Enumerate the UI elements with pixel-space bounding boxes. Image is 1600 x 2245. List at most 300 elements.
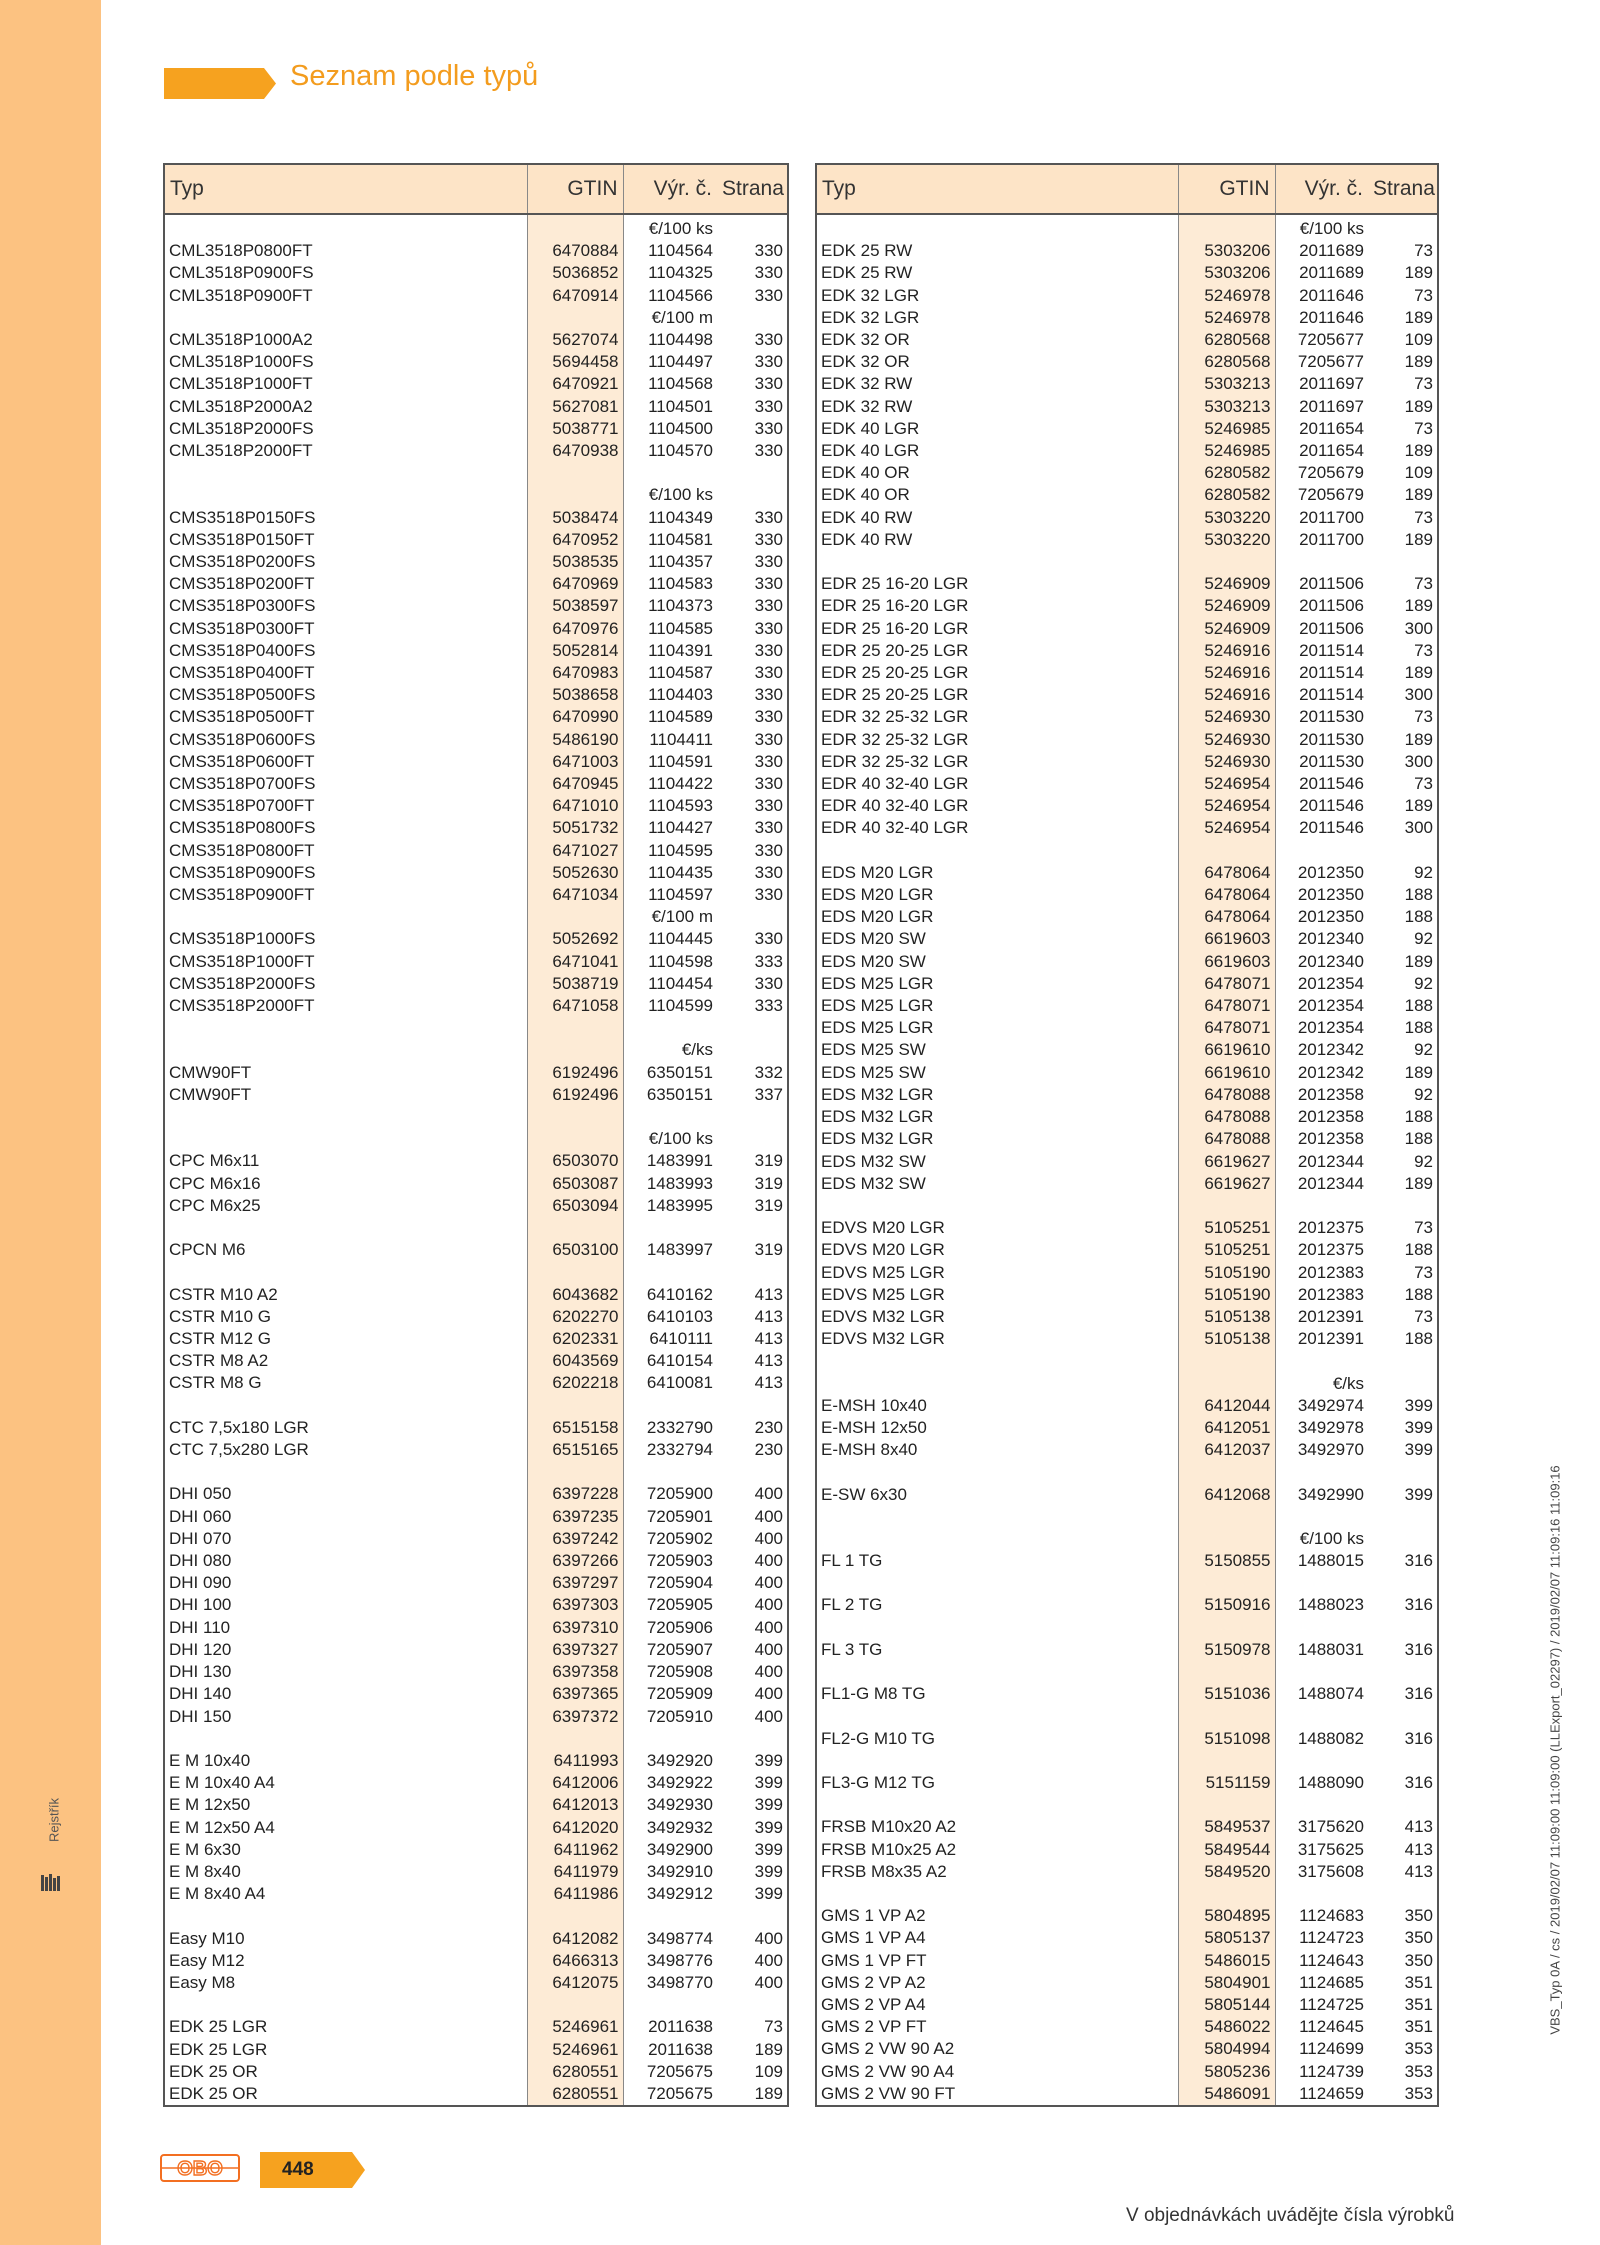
cell-vyr: 3175625: [1297, 1839, 1364, 1859]
cell-gtin: 6478088: [1178, 1128, 1275, 1150]
cell-vyr: [1275, 1195, 1368, 1217]
cell-vyr: 3492932: [646, 1817, 713, 1837]
cell-typ: [164, 1905, 527, 1927]
cell-typ: EDS M20 SW: [816, 928, 1178, 950]
cell-typ: CSTR M8 A2: [164, 1350, 527, 1372]
cell-gtin: 5486190: [527, 729, 623, 751]
cell-strana: 330: [754, 574, 783, 594]
cell-strana: 330: [754, 929, 783, 949]
table-row: [164, 1039, 788, 1061]
cell-strana: 319: [754, 1173, 783, 1193]
cell-vyr: 1104595: [648, 840, 713, 860]
cell-vyr: 2012350: [1297, 885, 1364, 905]
cell-vyr: [623, 1261, 717, 1283]
cell-typ: EDK 32 OR: [816, 351, 1178, 373]
cell-vyr: [623, 1728, 717, 1750]
cell-gtin: [527, 462, 623, 484]
cell-typ: CMW90FT: [164, 1062, 527, 1084]
cell-vyr: 1104435: [648, 862, 713, 882]
table-row: [164, 1483, 788, 1505]
cell-typ: CMS3518P0700FT: [164, 795, 527, 817]
table-row: [164, 662, 788, 684]
table-row: [816, 573, 1438, 595]
table-row: [816, 1484, 1438, 1506]
cell-typ: [164, 214, 527, 240]
cell-gtin: 5246916: [1178, 640, 1275, 662]
cell-vyr: 2012354: [1297, 1018, 1364, 1038]
cell-strana: [717, 906, 788, 928]
cell-strana: 189: [1404, 352, 1433, 372]
table-row: [164, 484, 788, 506]
cell-typ: [164, 1395, 527, 1417]
cell-vyr: 1104357: [648, 552, 713, 572]
cell-gtin: 6478088: [1178, 1106, 1275, 1128]
table-row: [816, 1572, 1438, 1594]
cell-vyr: 1124643: [1299, 1950, 1364, 1970]
cell-typ: CMS3518P0800FT: [164, 840, 527, 862]
cell-gtin: 5246930: [1178, 706, 1275, 728]
cell-gtin: 5151098: [1178, 1728, 1275, 1750]
cell-typ: EDK 32 RW: [816, 396, 1178, 418]
cell-strana: 189: [1404, 663, 1433, 683]
cell-typ: GMS 1 VP A4: [816, 1927, 1178, 1949]
table-row: [164, 1683, 788, 1705]
cell-strana: [717, 214, 788, 240]
cell-gtin: [1178, 1750, 1275, 1772]
cell-gtin: 6470914: [527, 285, 623, 307]
cell-vyr: [623, 1905, 717, 1927]
table-row: [816, 1373, 1438, 1395]
cell-strana: 188: [1404, 885, 1433, 905]
cell-typ: EDR 32 25-32 LGR: [816, 706, 1178, 728]
table-row: [816, 329, 1438, 351]
cell-vyr: €/100 ks: [1299, 1528, 1364, 1548]
cell-vyr: 1104597: [648, 885, 713, 905]
table-row: [816, 1062, 1438, 1084]
cell-gtin: 5246961: [527, 2016, 623, 2038]
cell-gtin: [527, 1395, 623, 1417]
cell-vyr: [1275, 1572, 1368, 1594]
cell-gtin: 6202218: [527, 1372, 623, 1394]
cell-gtin: 6280551: [527, 2083, 623, 2106]
table-row: [816, 1239, 1438, 1261]
cell-vyr: 6410103: [646, 1306, 713, 1326]
table-row: [816, 1395, 1438, 1417]
cell-strana: [1368, 1528, 1438, 1550]
table-row: [816, 640, 1438, 662]
table-row: [816, 2038, 1438, 2060]
cell-strana: 400: [754, 1662, 783, 1682]
cell-gtin: [527, 1106, 623, 1128]
cell-strana: 92: [1414, 929, 1433, 949]
table-row: [816, 396, 1438, 418]
table-header-row: [164, 164, 788, 214]
cell-strana: 189: [1404, 263, 1433, 283]
cell-gtin: [527, 1217, 623, 1239]
cell-gtin: 6619627: [1178, 1173, 1275, 1195]
cell-gtin: 5038771: [527, 418, 623, 440]
cell-gtin: 6397372: [527, 1706, 623, 1728]
cell-strana: 73: [1414, 1218, 1433, 1238]
cell-gtin: 5246978: [1178, 307, 1275, 329]
cell-typ: CMS3518P2000FS: [164, 973, 527, 995]
cell-vyr: 2011514: [1299, 663, 1364, 683]
table-row: [816, 684, 1438, 706]
cell-gtin: 6412075: [527, 1972, 623, 1994]
cell-typ: CMS3518P1000FS: [164, 928, 527, 950]
cell-vyr: 2011530: [1299, 751, 1364, 771]
table-row: [164, 1150, 788, 1172]
cell-typ: CML3518P0900FT: [164, 285, 527, 307]
cell-typ: GMS 2 VW 90 FT: [816, 2083, 1178, 2106]
cell-vyr: 2012375: [1297, 1240, 1364, 1260]
cell-gtin: 6470938: [527, 440, 623, 462]
cell-typ: EDS M32 LGR: [816, 1084, 1178, 1106]
cell-typ: GMS 1 VP FT: [816, 1950, 1178, 1972]
cell-gtin: 6515158: [527, 1417, 623, 1439]
cell-strana: 333: [754, 951, 783, 971]
table-row: [816, 795, 1438, 817]
cell-gtin: 6280582: [1178, 462, 1275, 484]
cell-typ: CPCN M6: [164, 1239, 527, 1261]
cell-gtin: 6397235: [527, 1506, 623, 1528]
cell-vyr: 1104599: [648, 996, 713, 1016]
table-row: [816, 1750, 1438, 1772]
cell-vyr: 7205909: [646, 1684, 713, 1704]
cell-strana: [1368, 1572, 1438, 1594]
cell-typ: EDR 40 32-40 LGR: [816, 773, 1178, 795]
cell-gtin: 5038658: [527, 684, 623, 706]
cell-gtin: 6478071: [1178, 1017, 1275, 1039]
cell-strana: 319: [754, 1240, 783, 1260]
col-header-typ: Typ: [164, 164, 527, 214]
cell-gtin: 5694458: [527, 351, 623, 373]
cell-strana: [717, 1994, 788, 2016]
table-row: [164, 1794, 788, 1816]
table-header-row: [816, 164, 1438, 214]
table-row: [816, 662, 1438, 684]
cell-typ: CMS3518P0900FT: [164, 884, 527, 906]
cell-strana: [717, 1217, 788, 1239]
cell-typ: EDK 32 RW: [816, 373, 1178, 395]
table-row: [816, 1084, 1438, 1106]
cell-typ: [816, 1705, 1178, 1727]
cell-gtin: 5246954: [1178, 795, 1275, 817]
table-row: [816, 595, 1438, 617]
cell-strana: 188: [1404, 1240, 1433, 1260]
cell-strana: 300: [1404, 618, 1433, 638]
cell-strana: 332: [754, 1062, 783, 1082]
table-row: [164, 507, 788, 529]
cell-typ: E M 12x50 A4: [164, 1817, 527, 1839]
cell-strana: 73: [1414, 707, 1433, 727]
cell-gtin: [527, 484, 623, 506]
cell-strana: 413: [754, 1373, 783, 1393]
cell-vyr: 2012383: [1297, 1284, 1364, 1304]
table-row: [816, 1039, 1438, 1061]
cell-strana: 330: [754, 973, 783, 993]
cell-vyr: 2332794: [646, 1440, 713, 1460]
cell-gtin: [1178, 1617, 1275, 1639]
table-row: [164, 884, 788, 906]
cell-strana: 351: [1404, 2017, 1433, 2037]
cell-gtin: 6280551: [527, 2061, 623, 2083]
cell-strana: 330: [754, 374, 783, 394]
table-row: [164, 1062, 788, 1084]
cell-gtin: 6478064: [1178, 906, 1275, 928]
cell-gtin: 6619603: [1178, 928, 1275, 950]
table-row: [164, 1639, 788, 1661]
table-row: [816, 1262, 1438, 1284]
cell-vyr: [623, 1017, 717, 1039]
cell-typ: EDK 25 RW: [816, 262, 1178, 284]
cell-vyr: [1275, 1661, 1368, 1683]
table-row: [164, 773, 788, 795]
cell-typ: CMS3518P0800FS: [164, 817, 527, 839]
table-row: [164, 329, 788, 351]
table-row: [816, 773, 1438, 795]
cell-strana: 400: [754, 1573, 783, 1593]
cell-gtin: 5105251: [1178, 1239, 1275, 1261]
cell-strana: 73: [1414, 1262, 1433, 1282]
cell-typ: CML3518P0900FS: [164, 262, 527, 284]
table-row: [816, 285, 1438, 307]
cell-strana: 399: [754, 1839, 783, 1859]
table-row: [164, 307, 788, 329]
cell-strana: 399: [1404, 1395, 1433, 1415]
cell-vyr: 1104593: [648, 796, 713, 816]
table-row: [816, 2083, 1438, 2106]
table-row: [816, 1284, 1438, 1306]
cell-strana: 330: [754, 507, 783, 527]
cell-typ: E M 8x40 A4: [164, 1883, 527, 1905]
cell-vyr: 1104585: [648, 618, 713, 638]
cell-strana: [1368, 214, 1438, 240]
cell-gtin: 5105251: [1178, 1217, 1275, 1239]
cell-strana: 400: [754, 1928, 783, 1948]
cell-vyr: 7205906: [646, 1617, 713, 1637]
cell-typ: CMS3518P0400FT: [164, 662, 527, 684]
cell-strana: 337: [754, 1084, 783, 1104]
cell-gtin: 5105138: [1178, 1328, 1275, 1350]
cell-strana: 399: [754, 1861, 783, 1881]
cell-strana: 189: [754, 2039, 783, 2059]
cell-vyr: 7205900: [646, 1484, 713, 1504]
cell-strana: 189: [1404, 951, 1433, 971]
cell-strana: 400: [754, 1972, 783, 1992]
cell-vyr: 2012350: [1297, 862, 1364, 882]
cell-typ: GMS 1 VP A2: [816, 1905, 1178, 1927]
cell-strana: 188: [1404, 1018, 1433, 1038]
cell-vyr: 2011646: [1299, 285, 1364, 305]
table-row: [164, 1372, 788, 1394]
cell-gtin: 6503087: [527, 1173, 623, 1195]
table-row: [816, 2016, 1438, 2038]
table-row: [816, 1017, 1438, 1039]
cell-strana: 330: [754, 263, 783, 283]
table-row: [164, 373, 788, 395]
cell-typ: DHI 150: [164, 1706, 527, 1728]
cell-vyr: €/100 ks: [648, 219, 713, 238]
cell-typ: DHI 060: [164, 1506, 527, 1528]
table-row: [164, 840, 788, 862]
cell-typ: [816, 551, 1178, 573]
cell-gtin: 5486022: [1178, 2016, 1275, 2038]
cell-typ: EDK 40 LGR: [816, 418, 1178, 440]
index-label: Rejstřík: [46, 1797, 62, 1843]
cell-strana: [717, 484, 788, 506]
cell-gtin: 6397358: [527, 1661, 623, 1683]
cell-typ: [816, 214, 1178, 240]
cell-strana: 330: [754, 862, 783, 882]
table-row: [816, 817, 1438, 839]
cell-gtin: 5246954: [1178, 817, 1275, 839]
table-row: [816, 1772, 1438, 1794]
cell-vyr: 7205679: [1297, 463, 1364, 483]
table-row: [164, 1839, 788, 1861]
table-row: [816, 307, 1438, 329]
table-row: [164, 973, 788, 995]
table-row: [164, 551, 788, 573]
cell-typ: CMS3518P0150FS: [164, 507, 527, 529]
cell-gtin: 6412020: [527, 1817, 623, 1839]
cell-strana: 330: [754, 529, 783, 549]
cell-vyr: 3492974: [1297, 1395, 1364, 1415]
footer-note: V objednávkách uvádějte čísla výrobků: [1126, 2205, 1455, 2226]
cell-vyr: 1104427: [648, 818, 713, 838]
cell-vyr: 7205903: [646, 1551, 713, 1571]
cell-typ: [164, 1017, 527, 1039]
cell-strana: 330: [754, 241, 783, 261]
cell-vyr: 2011697: [1299, 396, 1364, 416]
cell-typ: EDR 40 32-40 LGR: [816, 817, 1178, 839]
cell-strana: 73: [1414, 574, 1433, 594]
table-row: [816, 1217, 1438, 1239]
cell-typ: GMS 2 VW 90 A2: [816, 2038, 1178, 2060]
cell-gtin: 5036852: [527, 262, 623, 284]
cell-gtin: 6471027: [527, 840, 623, 862]
table-row: [816, 1151, 1438, 1173]
cell-vyr: 2012342: [1297, 1040, 1364, 1060]
cell-strana: [1368, 1350, 1438, 1372]
cell-gtin: 6412013: [527, 1794, 623, 1816]
cell-typ: [816, 840, 1178, 862]
cell-vyr: 1104564: [648, 241, 713, 261]
table-row: [164, 906, 788, 928]
cell-typ: [816, 1750, 1178, 1772]
cell-gtin: [527, 1261, 623, 1283]
cell-vyr: 3498774: [646, 1928, 713, 1948]
table-row: [816, 262, 1438, 284]
table-row: [164, 1750, 788, 1772]
cell-vyr: 6410111: [649, 1329, 713, 1349]
cell-vyr: 2012350: [1297, 907, 1364, 927]
col-header-strana: Strana: [1368, 164, 1438, 214]
table-row: [816, 551, 1438, 573]
cell-typ: CMS3518P0500FT: [164, 706, 527, 728]
cell-typ: E-MSH 10x40: [816, 1395, 1178, 1417]
cell-typ: EDR 25 20-25 LGR: [816, 640, 1178, 662]
cell-gtin: 5804994: [1178, 2038, 1275, 2060]
cell-vyr: 2011697: [1299, 374, 1364, 394]
cell-gtin: 5303220: [1178, 529, 1275, 551]
cell-gtin: 6280568: [1178, 329, 1275, 351]
cell-gtin: 5303213: [1178, 373, 1275, 395]
table-row: [164, 214, 788, 240]
cell-vyr: 1488082: [1297, 1728, 1364, 1748]
cell-gtin: 5150978: [1178, 1639, 1275, 1661]
cell-vyr: 2012358: [1297, 1107, 1364, 1127]
cell-vyr: 7205905: [646, 1595, 713, 1615]
table-row: [164, 1195, 788, 1217]
table-row: [164, 928, 788, 950]
book-icon: [40, 1873, 62, 1893]
cell-typ: [164, 1261, 527, 1283]
table-row: [816, 1306, 1438, 1328]
cell-vyr: 6410154: [646, 1351, 713, 1371]
table-row: [816, 351, 1438, 373]
table-row: [816, 618, 1438, 640]
cell-strana: 189: [1404, 529, 1433, 549]
cell-gtin: 6411962: [527, 1839, 623, 1861]
cell-vyr: 2012340: [1297, 951, 1364, 971]
cell-strana: 189: [754, 2083, 783, 2103]
cell-vyr: 1124739: [1299, 2061, 1364, 2081]
cell-strana: 319: [754, 1151, 783, 1171]
cell-gtin: [527, 1017, 623, 1039]
cell-strana: 400: [754, 1484, 783, 1504]
cell-vyr: 1104501: [648, 396, 713, 416]
product-table-left: [163, 163, 789, 2107]
cell-typ: CMS3518P0300FT: [164, 618, 527, 640]
cell-strana: 400: [754, 1595, 783, 1615]
col-header-gtin: GTIN: [527, 164, 623, 214]
cell-typ: [164, 462, 527, 484]
cell-vyr: 2011638: [648, 2039, 713, 2059]
cell-vyr: 1488090: [1297, 1773, 1364, 1793]
cell-strana: 73: [1414, 640, 1433, 660]
cell-gtin: 6478064: [1178, 884, 1275, 906]
cell-strana: 188: [1404, 1129, 1433, 1149]
cell-typ: GMS 2 VP A2: [816, 1972, 1178, 1994]
cell-strana: [717, 1395, 788, 1417]
table-row: [164, 706, 788, 728]
cell-typ: EDS M32 SW: [816, 1173, 1178, 1195]
table-row: [164, 2039, 788, 2061]
table-row: [164, 1972, 788, 1994]
cell-gtin: 5246954: [1178, 773, 1275, 795]
table-row: [164, 1817, 788, 1839]
cell-strana: 413: [1404, 1839, 1433, 1859]
cell-gtin: 5804901: [1178, 1972, 1275, 1994]
cell-gtin: 5105190: [1178, 1262, 1275, 1284]
table-row: [164, 529, 788, 551]
table-row: [164, 240, 788, 262]
table-row: [164, 1594, 788, 1616]
cell-typ: EDK 32 LGR: [816, 285, 1178, 307]
cell-vyr: €/100 ks: [648, 1129, 713, 1149]
cell-vyr: 1124683: [1299, 1906, 1364, 1926]
cell-gtin: 5150855: [1178, 1550, 1275, 1572]
cell-typ: E M 6x30: [164, 1839, 527, 1861]
col-header-gtin: GTIN: [1178, 164, 1275, 214]
cell-vyr: 1104373: [648, 596, 713, 616]
cell-typ: [816, 1794, 1178, 1816]
cell-typ: FL 3 TG: [816, 1639, 1178, 1661]
cell-gtin: [1178, 214, 1275, 240]
cell-vyr: 7205677: [1297, 330, 1364, 350]
cell-gtin: 5038719: [527, 973, 623, 995]
